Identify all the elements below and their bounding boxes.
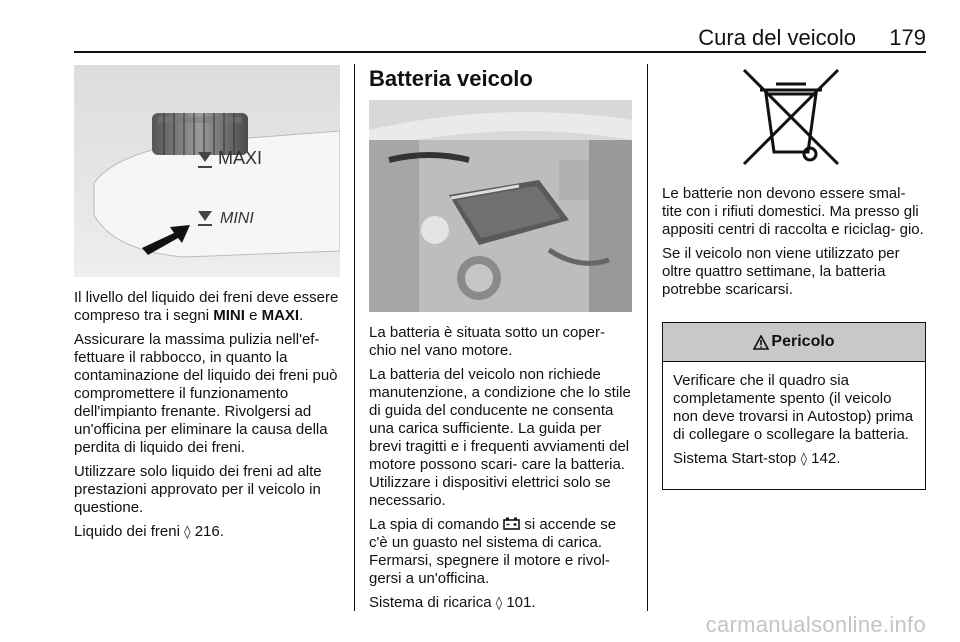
warning-triangle-icon	[753, 335, 769, 350]
cleanliness-paragraph: Assicurare la massima pulizia nell'ef- fettuare il rabbocco, in quanto la contaminazione del liquido dei freni può compromettere il funzionamento dell'impianto frenante. Rivolgersi ad un'officina per eliminare la causa della perdita di liquido dei freni.	[74, 331, 338, 456]
column-divider-2	[647, 64, 648, 611]
reference-icon: ◊	[184, 525, 191, 540]
danger-body	[663, 362, 925, 469]
brake-fluid-reservoir-image	[74, 65, 340, 277]
brake-level-paragraph: Il livello del liquido dei freni deve essere compreso tra i segni MINI e MAXI.	[74, 289, 339, 324]
crossed-bin-icon	[736, 64, 846, 170]
maxi-mark-label: MAXI	[218, 148, 263, 168]
danger-text: Verificare che il quadro sia completamente spento (il veicolo non deve trovarsi in Autostop) prima di collegare o scollegare la batteria.	[673, 372, 914, 443]
column-2-text	[369, 324, 633, 619]
danger-header	[663, 323, 925, 362]
discharge-paragraph: Se il veicolo non viene utilizzato per oltre quattro settimane, la batteria potrebbe scaricarsi.	[662, 245, 900, 298]
battery-location-paragraph: La batteria è situata sotto un coper- chio nel vano motore.	[369, 324, 605, 359]
page-number: 179	[889, 25, 926, 50]
danger-title: Pericolo	[771, 333, 835, 350]
mini-mark-label: MINI	[220, 210, 254, 227]
brake-fluid-reference: Liquido dei freni ◊ 216.	[74, 523, 224, 540]
section-title: Batteria veicolo	[369, 66, 533, 91]
reference-icon: ◊	[495, 596, 503, 611]
charging-system-reference: Sistema di ricarica ◊ 101.	[369, 594, 536, 611]
page-header	[74, 0, 926, 52]
chapter-title: Cura del veicolo	[698, 25, 856, 50]
start-stop-reference: Sistema Start-stop ◊ 142.	[673, 450, 841, 467]
watermark: carmanualsonline.info	[705, 612, 926, 637]
danger-box	[662, 322, 926, 490]
header-rule	[74, 51, 926, 53]
charge-warning-paragraph: La spia di comando si accende se c'è un guasto nel sistema di carica. Fermarsi, spegnere il motore e rivol- gersi a un'officina.	[369, 516, 617, 587]
battery-warning-icon	[503, 517, 520, 530]
column-1-text	[74, 289, 340, 548]
fluid-quality-paragraph: Utilizzare solo liquido dei freni ad alte prestazioni approvato per il veicolo in questione.	[74, 463, 322, 516]
column-divider-1	[354, 64, 355, 611]
disposal-paragraph: Le batterie non devono essere smal- tite con i rifiuti domestici. Ma presso gli appositi centri di raccolta e riciclag- gio.	[662, 185, 924, 238]
column-3-text	[662, 185, 926, 305]
engine-bay-image	[369, 100, 632, 312]
battery-maintenance-paragraph: La batteria del veicolo non richiede manutenzione, a condizione che lo stile di guida del conducente ne consenta una carica sufficiente. La guida per brevi tragitti e i frequenti avviamenti del motore possono scari- care la batteria. Utilizzare i dispositivi elettrici solo se necessario.	[369, 366, 631, 509]
reference-icon: ◊	[800, 452, 807, 467]
